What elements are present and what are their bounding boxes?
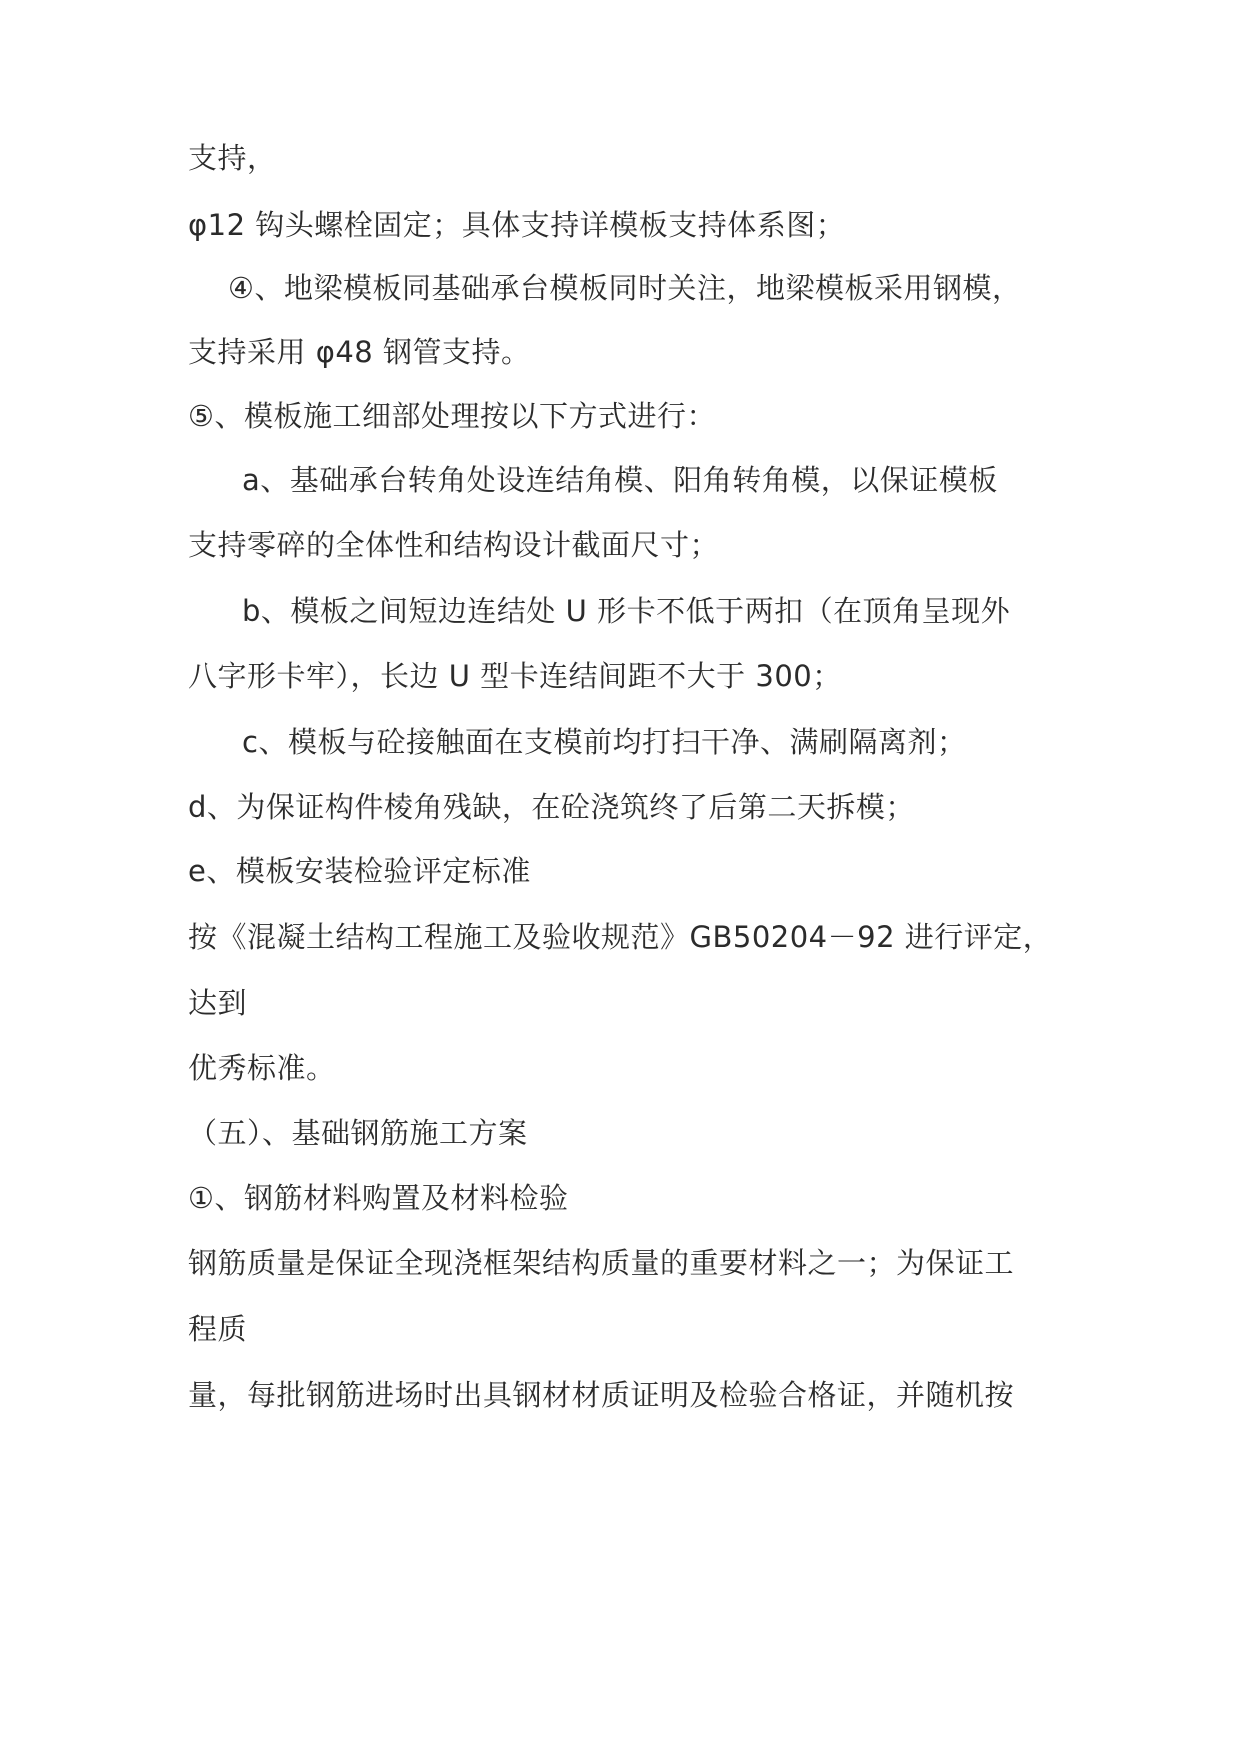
text-line-4: 支持采用 φ48 钢管支持。 bbox=[188, 335, 531, 369]
text-line-19: 程质 bbox=[188, 1312, 248, 1346]
text-line-10: c、模板与砼接触面在支模前均打扫干净、满刷隔离剂； bbox=[242, 725, 967, 759]
text-line-3: ④、地梁模板同基础承台模板同时关注，地梁模板采用钢模， bbox=[228, 271, 1022, 305]
text-line-17: ①、钢筋材料购置及材料检验 bbox=[188, 1181, 569, 1215]
text-line-18: 钢筋质量是保证全现浇框架结构质量的重要材料之一；为保证工 bbox=[188, 1246, 1015, 1280]
text-line-9: 八字形卡牢），长边 U 型卡连结间距不大于 300； bbox=[188, 659, 842, 693]
section-heading: （五）、基础钢筋施工方案 bbox=[188, 1116, 528, 1150]
text-line-2: φ12 钩头螺栓固定；具体支持详模板支持体系图； bbox=[188, 208, 846, 242]
text-line-12: e、模板安装检验评定标准 bbox=[188, 854, 531, 888]
text-line-5: ⑤、模板施工细部处理按以下方式进行： bbox=[188, 399, 716, 433]
text-line-1: 支持， bbox=[188, 141, 277, 175]
text-line-20: 量，每批钢筋进场时出具钢材材质证明及检验合格证，并随机按 bbox=[188, 1378, 1015, 1412]
text-line-14: 达到 bbox=[188, 986, 248, 1020]
text-line-11: d、为保证构件棱角残缺，在砼浇筑终了后第二天拆模； bbox=[188, 790, 915, 824]
text-line-8: b、模板之间短边连结处 U 形卡不低于两扣（在顶角呈现外 bbox=[242, 594, 1011, 628]
text-line-15: 优秀标准。 bbox=[188, 1051, 336, 1085]
text-line-7: 支持零碎的全体性和结构设计截面尺寸； bbox=[188, 528, 720, 562]
text-line-6: a、基础承台转角处设连结角模、阳角转角模，以保证模板 bbox=[242, 463, 998, 497]
text-line-13: 按《混凝土结构工程施工及验收规范》GB50204－92 进行评定， bbox=[188, 920, 1053, 954]
